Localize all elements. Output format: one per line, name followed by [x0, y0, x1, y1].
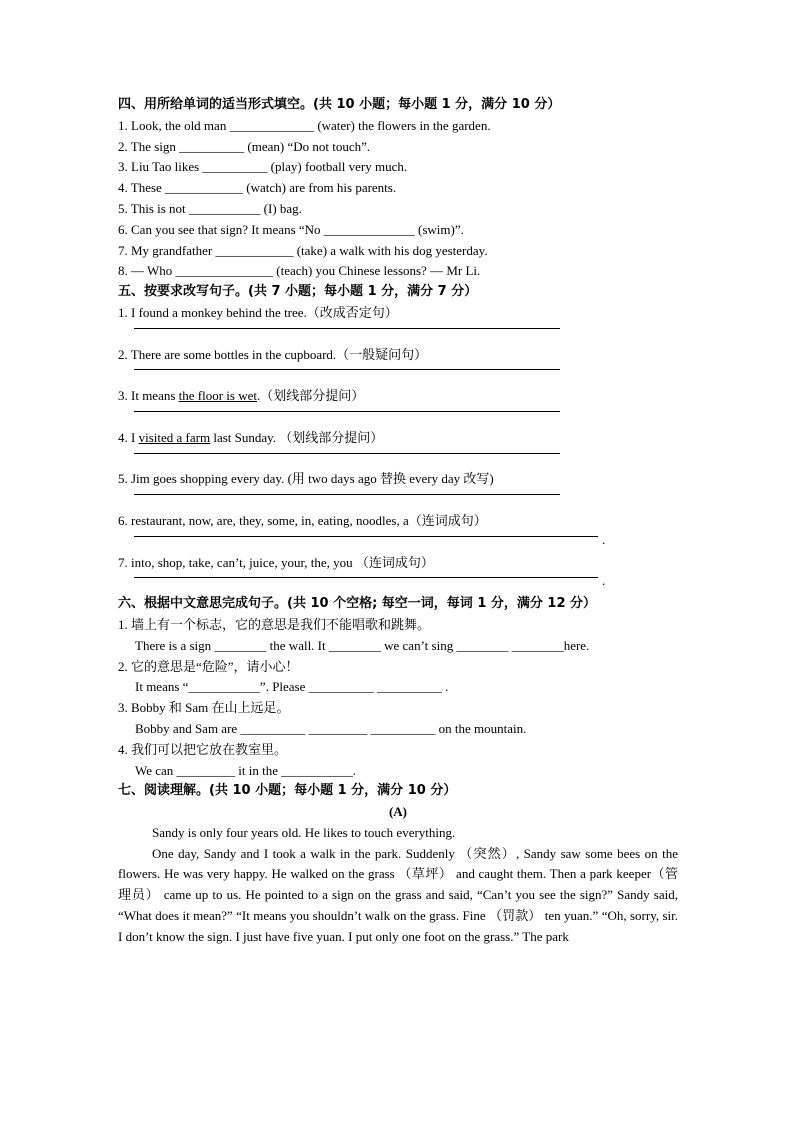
- answer-line: [118, 573, 678, 594]
- answer-line: [118, 407, 678, 428]
- s5-q7: 7. into, shop, take, can’t, juice, your, the, you （连词成句）: [118, 554, 434, 570]
- s5-q2: 2. There are some bottles in the cupboard.（一般疑问句）: [118, 346, 428, 362]
- s4-item-5: 5. This is not ___________ (I) bag.: [118, 200, 302, 216]
- s4-item-1: 1. Look, the old man _____________ (water) the flowers in the garden.: [118, 117, 491, 133]
- section7-heading: 七、阅读理解。(共 10 小题；每小题 1 分，满分 10 分）: [118, 783, 457, 799]
- period: .: [602, 573, 606, 589]
- s5-q5: 5. Jim goes shopping every day. (用 two days ago 替换 every day 改写): [118, 471, 494, 487]
- s5-q4: [118, 428, 678, 449]
- q4-suffix: last Sunday. （划线部分提问）: [210, 429, 384, 445]
- period: .: [602, 531, 606, 547]
- answer-line: [118, 324, 678, 345]
- s6-q1-en: There is a sign ________ the wall. It ________ we can’t sing ________ ________here.: [135, 637, 590, 653]
- s6-q1-cn: 1. 墙上有一个标志，它的意思是我们不能唱歌和跳舞。: [118, 616, 431, 632]
- passage-paragraph-2: One day, Sandy and I took a walk in the park. Suddenly （突然）, Sandy saw some bees on the flowers. He was very happy. He walked on the grass （草坪） and caught them. Then a park keeper（管理员） came up to us. He pointed to a sign on the grass and said, “Can’t you see the sign?” Sandy said, “What does it mean?” “It means you shouldn’t walk on the grass. Fine （罚款） ten yuan.” “Oh, sorry, sir. I don’t know the sign. I just have five yuan. I put only one foot on the grass.” The park: [118, 845, 678, 944]
- s6-q3-en: Bobby and Sam are __________ _________ __________ on the mountain.: [135, 720, 527, 736]
- q3-underlined: the floor is wet: [178, 388, 257, 404]
- s5-q6: 6. restaurant, now, are, they, some, in, eating, noodles, a（连词成句）: [118, 512, 487, 528]
- worksheet: [118, 95, 678, 948]
- s5-q3: [118, 386, 678, 407]
- q3-prefix: 3. It means: [118, 388, 179, 404]
- q4-underlined: visited a farm: [138, 429, 211, 445]
- s4-item-8: 8. — Who _______________ (teach) you Chinese lessons? — Mr Li.: [118, 263, 481, 279]
- s6-q3-cn: 3. Bobby 和 Sam 在山上远足。: [118, 700, 290, 716]
- answer-line: [118, 449, 678, 470]
- q4-prefix: 4. I: [118, 429, 139, 445]
- section6-heading: 六、根据中文意思完成句子。(共 10 个空格; 每空一词，每词 1 分，满分 12 分）: [118, 596, 597, 612]
- section4-heading: 四、用所给单词的适当形式填空。(共 10 小题；每小题 1 分，满分 10 分）: [118, 97, 561, 112]
- answer-line: [118, 365, 678, 386]
- answer-line: [118, 532, 678, 553]
- s4-item-2: 2. The sign __________ (mean) “Do not touch”.: [118, 138, 371, 154]
- section5-heading: 五、按要求改写句子。(共 7 小题；每小题 1 分，满分 7 分）: [118, 284, 478, 300]
- s6-q2-en: It means “___________”. Please __________ __________ .: [135, 679, 449, 695]
- s4-item-3: 3. Liu Tao likes __________ (play) football very much.: [118, 159, 408, 175]
- passage-label: (A): [388, 804, 408, 820]
- q3-suffix: .（划线部分提问）: [257, 388, 365, 404]
- s6-q2-cn: 2. 它的意思是“危险”，请小心！: [118, 658, 299, 674]
- s6-q4-en: We can _________ it in the ___________.: [135, 762, 357, 778]
- answer-line: [118, 490, 678, 511]
- s4-item-7: 7. My grandfather ____________ (take) a walk with his dog yesterday.: [118, 242, 488, 258]
- passage-paragraph-1: Sandy is only four years old. He likes to touch everything.: [152, 824, 456, 840]
- s4-item-4: 4. These ____________ (watch) are from his parents.: [118, 180, 397, 196]
- s6-q4-cn: 4. 我们可以把它放在教室里。: [118, 741, 288, 757]
- s5-q1: 1. I found a monkey behind the tree.（改成否定句）: [118, 304, 398, 320]
- s4-item-6: 6. Can you see that sign? It means “No ______________ (swim)”.: [118, 221, 464, 237]
